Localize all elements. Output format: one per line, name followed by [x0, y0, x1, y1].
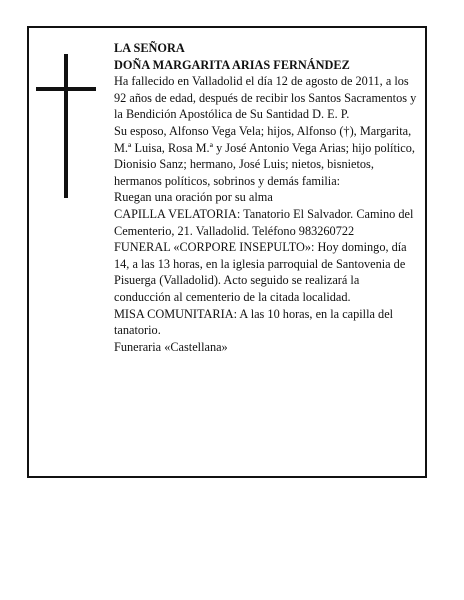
cross-icon [36, 54, 96, 198]
cross-horizontal-bar [36, 87, 96, 91]
deceased-name: DOÑA MARGARITA ARIAS FERNÁNDEZ [114, 57, 350, 72]
notice-title: LA SEÑORA [114, 41, 185, 55]
funeral-home: Funeraria «Castellana» [114, 339, 228, 354]
obituary-text [114, 40, 419, 355]
cross-vertical-bar [64, 54, 68, 198]
mass-info: MISA COMUNITARIA: A las 10 horas, en la capilla del tanatorio. [114, 306, 394, 338]
funeral-info: FUNERAL «CORPORE INSEPULTO»: Hoy domingo, día 14, a las 13 horas, en la iglesia parroquial de Santovenia de Pisuerga (Valladolid). Acto seguido se realizará la conducción al cementerio de la citada localidad. [114, 240, 407, 304]
wake-chapel-info: CAPILLA VELATORIA: Tanatorio El Salvador. Camino del Cementerio, 21. Valladolid. Teléfono 983260722 [114, 206, 414, 238]
death-announcement: Ha fallecido en Valladolid el día 12 de agosto de 2011, a los 92 años de edad, después de recibir los Santos Sacramentos y la Bendición Apostólica de Su Santidad D. E. P. [114, 74, 417, 122]
family-list: Su esposo, Alfonso Vega Vela; hijos, Alfonso (†), Margarita, M.ª Luisa, Rosa M.ª y José Antonio Vega Arias; hijo político, Dionisio Sanz; hermano, José Luis; nietos, bisnietos, hermanos políticos, sobrinos y demás familia: [114, 123, 415, 188]
prayer-request: Ruegan una oración por su alma [114, 190, 273, 205]
